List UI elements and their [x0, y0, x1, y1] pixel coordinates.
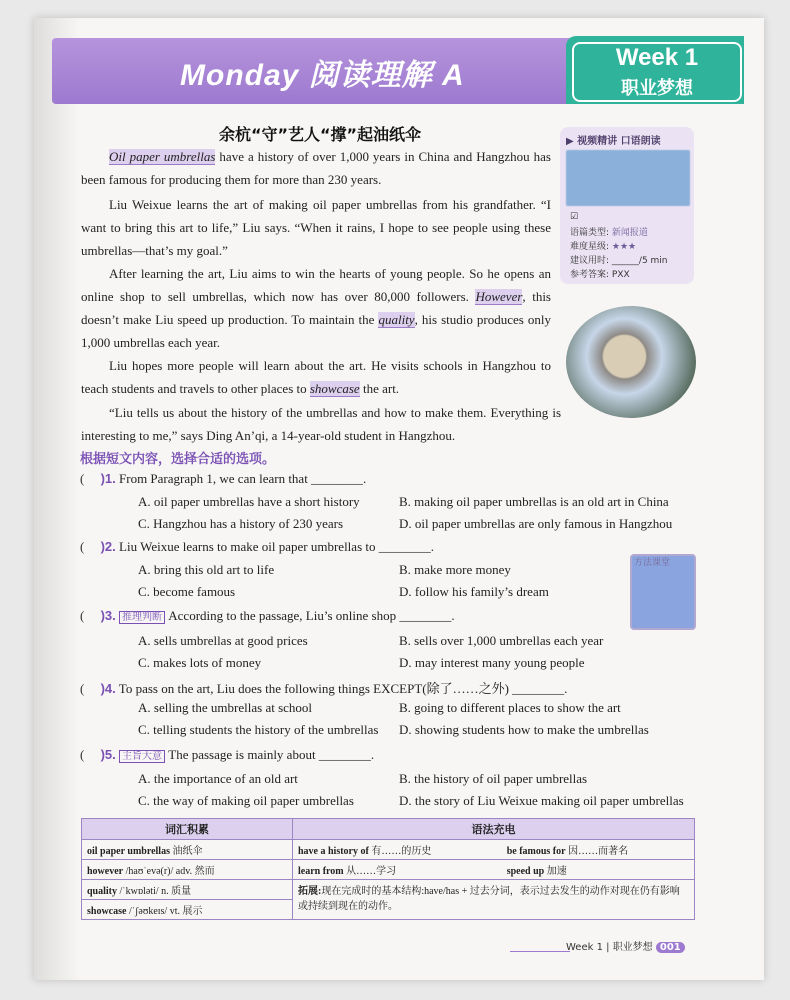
paragraph-3: After learning the art, Liu aims to win the hearts of young people. So he opens an online shop to sell umbrellas, which now has over 80,000 followers. However, this doesn’t make Liu speed up production. To maintain the quality, his studio produces only 1,000 umbrellas each year. — [81, 266, 551, 350]
grammar-header: 语法充电 — [293, 819, 695, 840]
instructions: 根据短文内容，选择合适的选项。 — [80, 452, 276, 467]
vocab-grammar-table — [81, 818, 695, 920]
difficulty-row: 难度星级: ★★★ — [570, 242, 637, 252]
question-1: ( )1. From Paragraph 1, we can learn that ________. — [80, 471, 367, 486]
week-title: Week 1 — [615, 44, 699, 71]
checkbox-icon: ☑ — [570, 212, 579, 222]
text-type-row: 语篇类型: 新闻报道 — [570, 228, 648, 238]
grammar-item: speed up 加速 — [502, 860, 695, 880]
option-a: A. the importance of an old art — [138, 771, 298, 786]
option-d: D. may interest many young people — [399, 655, 585, 670]
page-footer: Week 1 | 职业梦想 001 — [566, 938, 685, 953]
option-b: B. making oil paper umbrellas is an old art in China — [399, 494, 669, 509]
option-d: D. follow his family’s dream — [399, 584, 549, 599]
question-5: ( )5. 主旨大意 The passage is mainly about ________. — [80, 747, 375, 762]
option-c: C. the way of making oil paper umbrellas — [138, 793, 354, 808]
option-a: A. oil paper umbrellas have a short history — [138, 494, 360, 509]
grammar-item: be famous for 因……而著名 — [502, 840, 695, 860]
video-icon: ▶ — [566, 136, 578, 147]
option-b: B. going to different places to show the art — [399, 700, 621, 715]
vocab-item: however /haʊˈevə(r)/ adv. 然而 — [82, 860, 293, 880]
option-c: C. Hangzhou has a history of 230 years — [138, 516, 344, 531]
vocab-item: oil paper umbrellas 油纸伞 — [82, 840, 293, 860]
star-icon: ★★★ — [611, 242, 637, 252]
option-a: A. sells umbrellas at good prices — [138, 633, 308, 648]
highlight-term: However — [475, 289, 523, 304]
question-type-tag: 推理判断 — [119, 611, 165, 624]
option-c: C. become famous — [138, 584, 236, 599]
highlight-term: showcase — [309, 381, 360, 396]
page-title: Monday 阅读理解 A — [180, 59, 465, 92]
grammar-item: have a history of 有……的历史 — [293, 840, 502, 860]
page-number: 001 — [656, 942, 685, 953]
paragraph-4: Liu hopes more people will learn about the art. He visits schools in Hangzhou to teach students and travels to other places to showcase the art. — [81, 358, 551, 396]
grammar-item: learn from 从……学习 — [293, 860, 502, 880]
option-d: D. oil paper umbrellas are only famous in Hangzhou — [399, 516, 673, 531]
vocab-header: 词汇积累 — [82, 819, 293, 840]
option-d: D. the story of Liu Weixue making oil paper umbrellas — [399, 793, 684, 808]
answer-row: 参考答案: PXX — [570, 270, 630, 280]
page-spine-shadow — [34, 18, 80, 980]
video-thumbnail[interactable] — [566, 150, 690, 206]
highlight-term: quality — [378, 312, 415, 327]
option-c: C. makes lots of money — [138, 655, 262, 670]
question-2: ( )2. Liu Weixue learns to make oil paper umbrellas to ________. — [80, 539, 434, 554]
option-b: B. sells over 1,000 umbrellas each year — [399, 633, 604, 648]
method-label: 方法课堂 — [634, 558, 671, 568]
vocab-item: quality /ˈkwɒləti/ n. 质量 — [82, 880, 293, 900]
option-b: B. make more money — [399, 562, 511, 577]
grammar-note: 拓展:现在完成时的基本结构:have/has + 过去分词，表示过去发生的动作对现在仍有影响或持续到现在的动作。 — [293, 880, 695, 920]
footer-rule — [510, 951, 570, 952]
time-row: 建议用时: ______/5 min — [570, 256, 668, 266]
vocab-item: showcase /ˈʃəʊkeɪs/ vt. 展示 — [82, 900, 293, 920]
article-title: 余杭“守”艺人“撑”起油纸伞 — [218, 125, 422, 144]
info-card-header[interactable]: ▶ 视频精讲 口语朗读 — [566, 136, 661, 147]
umbrella-photo — [566, 306, 696, 418]
question-3: ( )3. 推理判断 According to the passage, Liu’s online shop ________. — [80, 608, 455, 623]
option-a: A. selling the umbrellas at school — [138, 700, 313, 715]
option-b: B. the history of oil paper umbrellas — [399, 771, 588, 786]
option-c: C. telling students the history of the umbrellas — [138, 722, 379, 737]
paragraph-1: Oil paper umbrellas have a history of over 1,000 years in China and Hangzhou has been famous for producing them for more than 230 years. — [81, 149, 551, 187]
week-subtitle: 职业梦想 — [621, 78, 693, 99]
option-d: D. showing students how to make the umbrellas — [399, 722, 649, 737]
question-type-tag: 主旨大意 — [119, 750, 165, 763]
paragraph-2: Liu Weixue learns the art of making oil paper umbrellas from his grandfather. “I want to bring this art to life,” Liu says. “When it rains, I hope to see people using these umbrellas—that’s my goal.” — [81, 197, 551, 258]
question-4: ( )4. To pass on the art, Liu does the following things EXCEPT(除了……之外) ________. — [80, 681, 568, 696]
highlight-term: Oil paper umbrellas — [109, 149, 216, 164]
option-a: A. bring this old art to life — [138, 562, 275, 577]
paragraph-5: “Liu tells us about the history of the umbrellas and how to make them. Everything is interesting to me,” says Ding An’qi, a 14-year-old student in Hangzhou. — [81, 405, 561, 443]
